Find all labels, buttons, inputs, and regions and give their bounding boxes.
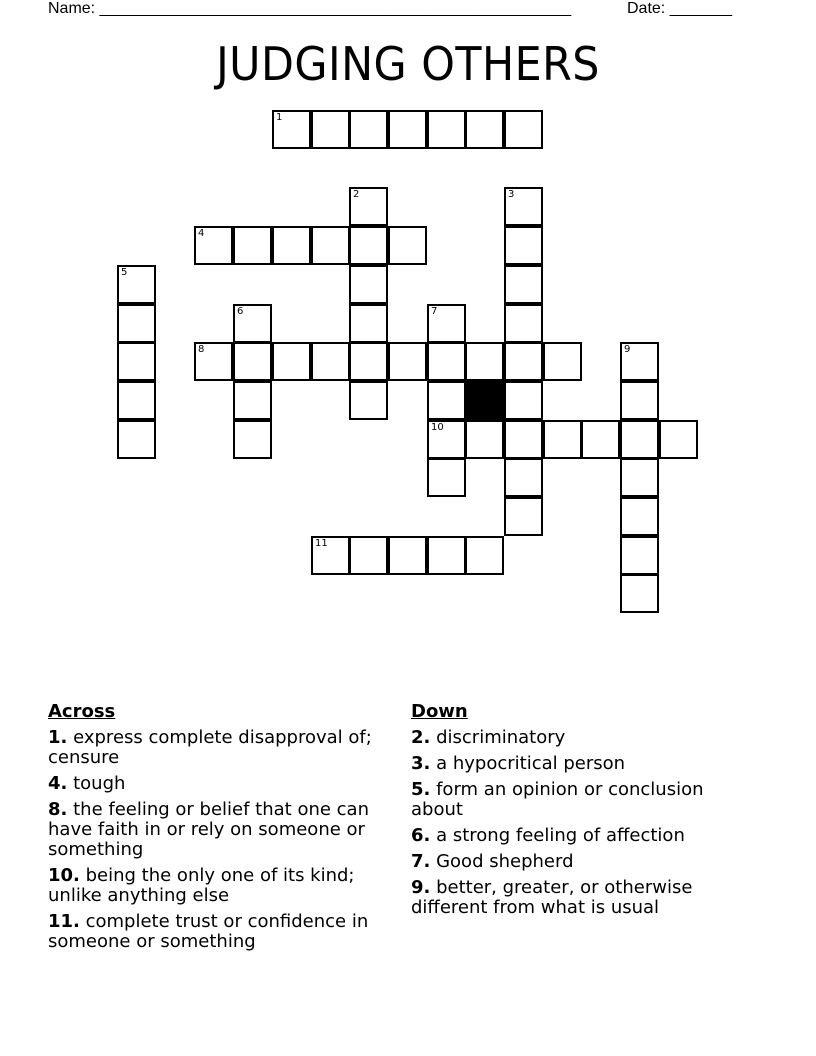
grid-cell[interactable]	[504, 187, 543, 226]
grid-cell[interactable]	[543, 342, 582, 381]
across-heading: Across	[48, 701, 116, 722]
clue-number: 8.	[48, 799, 68, 820]
name-field	[48, 0, 571, 18]
clue-number-label: 8	[198, 344, 205, 355]
grid-cell[interactable]	[465, 110, 504, 149]
down-heading: Down	[411, 701, 468, 722]
grid-cell[interactable]	[504, 110, 543, 149]
grid-cell[interactable]	[620, 342, 659, 381]
clue-number-label: 10	[431, 422, 444, 433]
clue-number-label: 2	[353, 189, 360, 200]
grid-cell[interactable]	[117, 420, 156, 459]
grid-cell[interactable]	[620, 497, 659, 536]
clue-text: discriminatory	[430, 727, 566, 748]
grid-cell[interactable]	[543, 420, 582, 459]
puzzle-title: JUDGING OTHERS	[216, 37, 600, 91]
clue-text: a hypocritical person	[430, 753, 626, 774]
across-clue	[48, 774, 393, 794]
grid-cell[interactable]	[427, 458, 466, 497]
clue-number: 1.	[48, 727, 68, 748]
clue-number: 4.	[48, 773, 68, 794]
clue-number-label: 4	[198, 228, 205, 239]
grid-cell[interactable]	[504, 420, 543, 459]
grid-cell[interactable]	[349, 226, 388, 265]
grid-cell[interactable]	[233, 304, 272, 343]
clue-number: 2.	[411, 727, 431, 748]
down-clue	[411, 780, 756, 820]
clue-number-label: 9	[624, 344, 631, 355]
grid-cell[interactable]	[272, 110, 311, 149]
grid-cell[interactable]	[388, 536, 427, 575]
grid-cell[interactable]	[233, 226, 272, 265]
grid-cell[interactable]	[388, 342, 427, 381]
grid-cell[interactable]	[504, 265, 543, 304]
grid-cell[interactable]	[504, 226, 543, 265]
grid-cell[interactable]	[349, 536, 388, 575]
clue-number: 6.	[411, 825, 431, 846]
across-clue	[48, 800, 393, 860]
grid-cell[interactable]	[427, 420, 466, 459]
down-clues	[411, 702, 756, 924]
grid-cell[interactable]	[504, 304, 543, 343]
clue-text: better, greater, or otherwise different from what is usual	[411, 877, 693, 918]
grid-cell[interactable]	[581, 420, 620, 459]
grid-cell[interactable]	[620, 574, 659, 613]
grid-cell[interactable]	[427, 110, 466, 149]
name-label: Name:	[48, 0, 96, 17]
across-clue	[48, 728, 393, 768]
clue-number-label: 3	[508, 189, 515, 200]
grid-cell[interactable]	[427, 342, 466, 381]
down-clue	[411, 878, 756, 918]
grid-cell[interactable]	[233, 420, 272, 459]
grid-cell[interactable]	[388, 110, 427, 149]
clue-number-label: 7	[431, 306, 438, 317]
clue-number: 3.	[411, 753, 431, 774]
grid-cell[interactable]	[427, 381, 466, 420]
clue-text: tough	[67, 773, 126, 794]
down-clue	[411, 728, 756, 748]
name-blank[interactable]: _____________________________________________________	[99, 0, 572, 17]
grid-cell[interactable]	[349, 304, 388, 343]
clue-text: the feeling or belief that one can have faith in or rely on someone or something	[48, 799, 369, 860]
clue-number: 7.	[411, 851, 431, 872]
clue-number-label: 6	[237, 306, 244, 317]
grid-cell[interactable]	[311, 536, 350, 575]
across-clues	[48, 702, 393, 958]
grid-cell[interactable]	[349, 342, 388, 381]
grid-cell[interactable]	[504, 381, 543, 420]
clue-text: express complete disapproval of; censure	[48, 727, 372, 768]
grid-cell[interactable]	[349, 381, 388, 420]
grid-cell[interactable]	[620, 381, 659, 420]
clue-text: being the only one of its kind; unlike anything else	[48, 865, 355, 906]
grid-cell[interactable]	[427, 304, 466, 343]
down-clue	[411, 754, 756, 774]
grid-cell[interactable]	[659, 420, 698, 459]
grid-cell[interactable]	[194, 226, 233, 265]
clue-number-label: 11	[315, 538, 328, 549]
grid-cell[interactable]	[117, 265, 156, 304]
grid-cell[interactable]	[233, 381, 272, 420]
date-label: Date:	[627, 0, 666, 17]
clue-text: form an opinion or conclusion about	[411, 779, 704, 820]
grid-cell[interactable]	[272, 226, 311, 265]
grid-cell[interactable]	[311, 110, 350, 149]
down-clue	[411, 852, 756, 872]
clue-text: complete trust or confidence in someone or something	[48, 911, 369, 952]
clue-text: Good shepherd	[430, 851, 574, 872]
clue-number: 5.	[411, 779, 431, 800]
grid-cell[interactable]	[349, 110, 388, 149]
grid-cell[interactable]	[117, 342, 156, 381]
clue-number: 10.	[48, 865, 80, 886]
clue-number: 9.	[411, 877, 431, 898]
grid-cell[interactable]	[465, 342, 504, 381]
grid-cell[interactable]	[465, 420, 504, 459]
grid-cell[interactable]	[349, 187, 388, 226]
grid-cell[interactable]	[117, 381, 156, 420]
clue-number-label: 5	[121, 267, 128, 278]
grid-cell[interactable]	[504, 342, 543, 381]
grid-cell[interactable]	[388, 226, 427, 265]
grid-cell[interactable]	[620, 458, 659, 497]
grid-cell[interactable]	[465, 536, 504, 575]
grid-cell[interactable]	[620, 420, 659, 459]
down-clue	[411, 826, 756, 846]
across-clue	[48, 866, 393, 906]
grid-cell[interactable]	[349, 265, 388, 304]
grid-cell[interactable]	[117, 304, 156, 343]
grid-cell[interactable]	[311, 226, 350, 265]
grid-cell[interactable]	[272, 342, 311, 381]
date-blank[interactable]: _______	[669, 0, 732, 17]
grid-cell[interactable]	[427, 536, 466, 575]
grid-cell[interactable]	[504, 497, 543, 536]
grid-cell[interactable]	[194, 342, 233, 381]
grid-cell[interactable]	[233, 342, 272, 381]
grid-cell[interactable]	[620, 536, 659, 575]
clue-number: 11.	[48, 911, 80, 932]
clue-number-label: 1	[276, 112, 283, 123]
black-cell	[465, 381, 504, 420]
clue-text: a strong feeling of affection	[430, 825, 685, 846]
grid-cell[interactable]	[504, 458, 543, 497]
across-clue	[48, 912, 393, 952]
grid-cell[interactable]	[311, 342, 350, 381]
date-field	[627, 0, 732, 18]
